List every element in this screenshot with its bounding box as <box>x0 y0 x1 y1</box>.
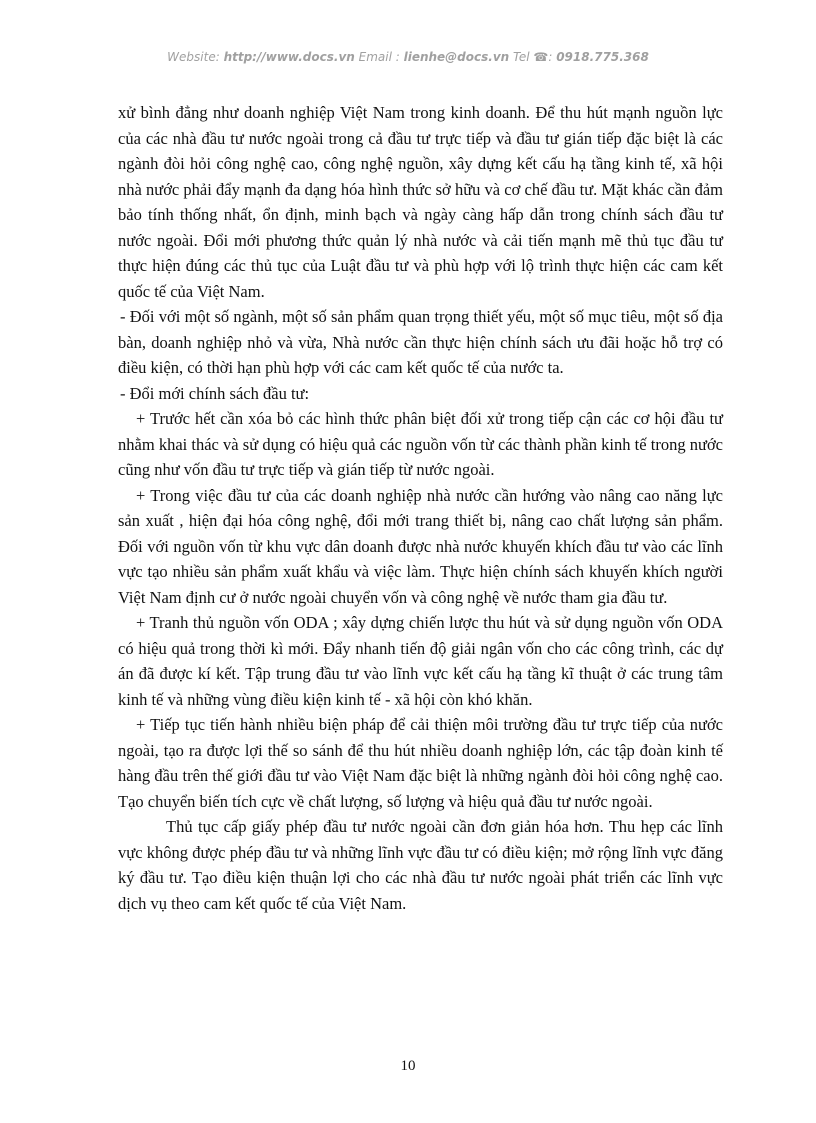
email-label: Email : <box>354 50 404 64</box>
tel-value: 0918.775.368 <box>556 50 649 64</box>
paragraph-state-enterprises: + Trong việc đầu tư của các doanh nghiệp nhà nước cần hướng vào nâng cao năng lực sản xuất , hiện đại hóa công nghệ, đổi mới trang thiết bị, nâng cao chất lượng sản phẩm. Đối với nguồn vốn từ khu vực dân doanh được nhà nước khuyến khích đầu tư vào các lĩnh vực tạo nhiều sản phẩm xuất khẩu và việc làm. Thực hiện chính sách khuyến khích người Việt Nam định cư ở nước ngoài chuyển vốn và công nghệ về nước tham gia đầu tư. <box>118 485 723 607</box>
email-link[interactable]: lienhe@docs.vn <box>403 50 510 64</box>
paragraph-continuation: xử bình đẳng như doanh nghiệp Việt Nam trong kinh doanh. Để thu hút mạnh nguồn lực của các nhà đầu tư nước ngoài trong cả đầu tư trực tiếp và đầu tư gián tiếp đặc biệt là các ngành đòi hỏi công nghệ cao, công nghệ nguồn, xây dựng kết cấu hạ tầng kinh tế, xã hội nhà nước phải đẩy mạnh đa dạng hóa hình thức sở hữu và cơ chế đầu tư. Mặt khác cần đảm bảo tính thống nhất, ổn định, minh bạch và ngày càng hấp dẫn trong chính sách đầu tư nước ngoài. Đổi mới phương thức quản lý nhà nước và cải tiến mạnh mẽ thủ tục đầu tư thực hiện đúng các thủ tục của Luật đầu tư và phù hợp với lộ trình thực hiện các cam kết quốc tế của Việt Nam. <box>118 103 723 301</box>
paragraph-sector-policy: - Đối với một số ngành, một số sản phẩm quan trọng thiết yếu, một số mục tiêu, một số địa bàn, doanh nghiệp nhỏ và vừa, Nhà nước cần thực hiện chính sách ưu đãi hoặc hỗ trợ có điều kiện, có thời hạn phù hợp với các cam kết quốc tế của nước ta. <box>118 307 723 377</box>
paragraph-investment-renewal-heading: - Đổi mới chính sách đầu tư: <box>120 383 310 403</box>
page-header <box>0 50 816 64</box>
tel-label: Tel ☎: <box>509 50 557 64</box>
paragraph-remove-discrimination: + Trước hết cần xóa bỏ các hình thức phân biệt đối xử trong tiếp cận các cơ hội đầu tư nhằm khai thác và sử dụng có hiệu quả các nguồn vốn từ các thành phần kinh tế trong nước cũng như vốn đầu tư trực tiếp và gián tiếp từ nước ngoài. <box>118 409 723 479</box>
paragraph-oda: + Tranh thủ nguồn vốn ODA ; xây dựng chiến lược thu hút và sử dụng nguồn vốn ODA có hiệu quả trong thời kì mới. Đẩy nhanh tiến độ giải ngân vốn cho các công trình, các dự án đã được kí kết. Tập trung đầu tư vào lĩnh vực kết cấu hạ tầng kĩ thuật ở các trung tâm kinh tế và những vùng điều kiện kinh tế - xã hội còn khó khăn. <box>118 613 723 709</box>
website-link[interactable]: http://www.docs.vn <box>223 50 355 64</box>
paragraph-fdi-environment: + Tiếp tục tiến hành nhiều biện pháp để cải thiện môi trường đầu tư trực tiếp của nước ngoài, tạo ra được lợi thế so sánh để thu hút nhiều doanh nghiệp lớn, các tập đoàn kinh tế hàng đầu trên thế giới đầu tư vào Việt Nam đặc biệt là những ngành đòi hỏi công nghệ cao. Tạo chuyển biến tích cực về chất lượng, số lượng và hiệu quả đầu tư nước ngoài. <box>118 715 723 811</box>
document-body <box>118 100 723 916</box>
paragraph-licensing: Thủ tục cấp giấy phép đầu tư nước ngoài cần đơn giản hóa hơn. Thu hẹp các lĩnh vực không được phép đầu tư và những lĩnh vực đầu tư có điều kiện; mở rộng lĩnh vực đăng ký đầu tư. Tạo điều kiện thuận lợi cho các nhà đầu tư nước ngoài phát triển các lĩnh vực dịch vụ theo cam kết quốc tế của Việt Nam. <box>118 817 723 913</box>
page-number: 10 <box>400 1058 416 1074</box>
website-label: Website: <box>167 50 224 64</box>
